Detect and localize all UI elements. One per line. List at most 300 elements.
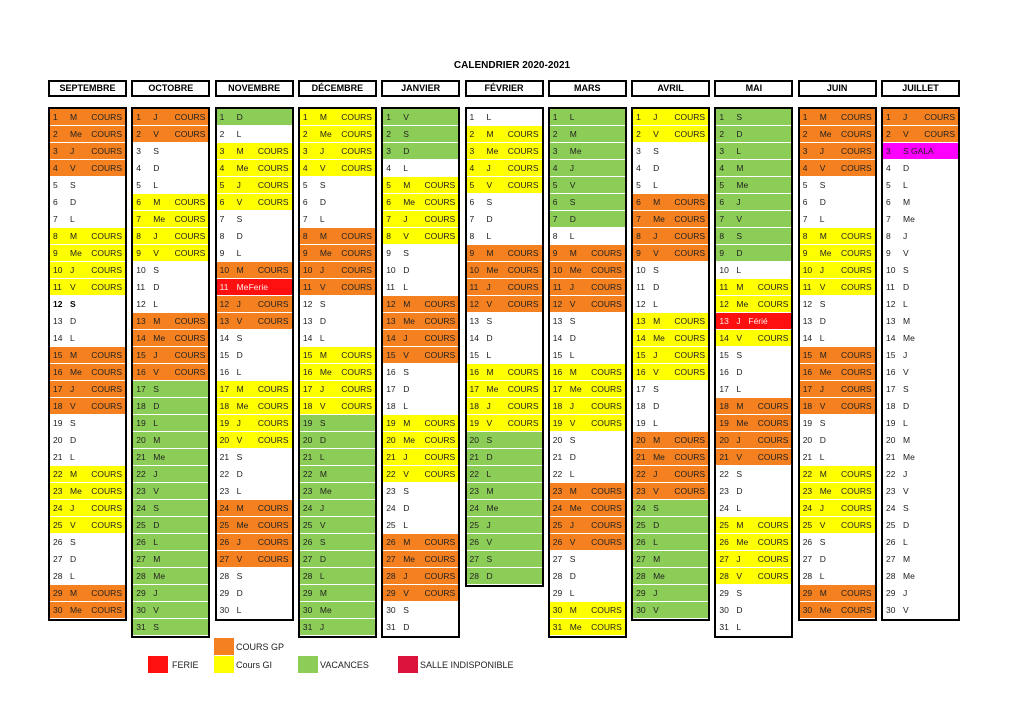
day-of-week: D [236,231,243,241]
day-cell [633,177,708,194]
day-of-week: Me [569,146,582,156]
day-number: 14 [386,333,396,343]
day-of-week: L [569,588,575,598]
day-number: 20 [552,435,563,445]
day-cell [383,313,458,330]
day-number: 7 [469,214,475,224]
day-of-week: V [819,520,826,530]
day-cell [550,211,625,228]
day-number: 12 [886,299,896,309]
day-of-week: Me [319,605,332,615]
day-number: 22 [719,469,729,479]
day-cell [633,211,708,228]
day-cell [467,296,542,313]
day-of-week: D [403,265,410,275]
day-cell [133,347,208,364]
day-number: 18 [136,401,146,411]
day-number: 20 [136,435,146,445]
day-number: 27 [636,554,646,564]
day-number: 23 [552,486,563,496]
day-cell [467,194,542,211]
month-header: FÉVRIER [465,80,544,97]
day-label: COURS [91,503,122,513]
day-of-week: J [486,401,491,411]
day-of-week: L [319,333,325,343]
day-number: 24 [636,503,646,513]
day-cell [467,109,542,126]
day-number: 3 [386,146,391,156]
day-of-week: D [319,554,327,564]
day-number: 4 [886,163,891,173]
day-cell [383,109,458,126]
day-of-week: L [819,333,825,343]
day-cell [300,313,375,330]
day-number: 26 [136,537,146,547]
day-number: 28 [636,571,646,581]
day-label: COURS [591,401,622,411]
day-cell [217,245,292,262]
day-number: 30 [552,605,563,615]
day-number: 3 [136,146,142,156]
day-cell [883,585,958,602]
day-of-week: D [653,520,660,530]
day-of-week: S [403,486,409,496]
day-cell [633,585,708,602]
day-label: COURS [257,180,289,190]
day-of-week: D [153,163,160,173]
day-of-week: J [153,112,158,122]
day-number: 25 [636,520,646,530]
day-of-week: V [653,367,659,377]
day-of-week: D [403,146,410,156]
day-label: COURS [91,248,122,258]
day-number: 15 [636,350,646,360]
day-label: COURS [840,401,872,411]
day-number: 11 [886,282,895,292]
day-number: 26 [719,537,729,547]
day-of-week: Me [736,299,749,309]
day-of-week: J [903,588,908,598]
day-cell [383,160,458,177]
day-of-week: Me [153,333,166,343]
day-of-week: S [153,503,159,513]
day-label: COURS [591,282,622,292]
day-cell [550,364,625,381]
day-of-week: L [486,350,492,360]
day-of-week: M [903,435,911,445]
day-number: 18 [219,401,230,411]
day-cell [633,466,708,483]
day-cell [883,228,958,245]
day-cell [550,534,625,551]
month-header: MAI [714,80,793,97]
day-label: COURS [424,316,456,326]
day-label: COURS [924,112,955,122]
day-number: 5 [302,180,308,190]
day-of-week: D [736,367,743,377]
day-cell [633,296,708,313]
day-cell [633,483,708,500]
day-label: COURS [840,605,872,615]
day-label: COURS [840,350,872,360]
day-cell [883,415,958,432]
day-of-week: M [70,588,78,598]
day-label: COURS [757,520,789,530]
day-label: COURS [840,520,872,530]
day-cell [883,279,958,296]
day-label: COURS [507,282,539,292]
day-label: COURS [674,129,706,139]
day-cell [467,347,542,364]
day-of-week: D [903,401,910,411]
day-label: COURS [507,384,539,394]
day-number: 14 [136,333,146,343]
day-number: 17 [636,384,646,394]
day-cell [800,517,875,534]
day-cell [133,262,208,279]
day-cell [716,381,791,398]
day-cell [50,347,125,364]
day-of-week: J [736,316,741,326]
day-cell [800,398,875,415]
day-cell [550,551,625,568]
day-label: COURS [840,248,872,258]
day-cell [467,534,542,551]
day-label: COURS [424,469,456,479]
day-label: COURS [424,435,456,445]
day-of-week: J [319,503,325,513]
day-number: 15 [219,350,230,360]
day-number: 20 [302,435,313,445]
day-number: 13 [886,316,896,326]
day-number: 29 [302,588,313,598]
legend-label-indisp: SALLE INDISPONIBLE [420,660,514,670]
day-of-week: D [153,282,160,292]
day-of-week: S [486,316,493,326]
day-number: 15 [302,350,313,360]
day-number: 23 [886,486,896,496]
day-number: 16 [302,367,313,377]
day-cell [383,330,458,347]
day-of-week: J [403,214,408,224]
day-number: 3 [302,146,308,156]
day-cell [716,398,791,415]
day-cell [467,449,542,466]
day-of-week: M [319,112,327,122]
day-cell [50,109,125,126]
day-of-week: M [403,180,411,190]
day-cell [300,415,375,432]
day-number: 26 [886,537,896,547]
day-cell [633,228,708,245]
month-days [298,107,377,638]
day-cell [467,228,542,245]
day-of-week: L [153,537,159,547]
day-of-week: D [236,469,243,479]
day-number: 5 [136,180,142,190]
day-label: COURS [507,418,539,428]
day-cell [300,194,375,211]
day-of-week: M [153,554,161,564]
day-cell [217,585,292,602]
day-cell [50,381,125,398]
day-label: COURS [840,384,872,394]
month-header: AVRIL [631,80,710,97]
day-number: 29 [219,588,230,598]
day-of-week: Me [569,503,582,513]
day-cell [716,126,791,143]
day-cell [133,245,208,262]
month-header: OCTOBRE [131,80,210,97]
day-cell [883,534,958,551]
day-number: 13 [719,316,729,326]
day-number: 16 [719,367,729,377]
day-number: 7 [719,214,725,224]
day-of-week: J [903,112,908,122]
day-cell [800,364,875,381]
day-label: COURS [591,384,622,394]
day-of-week: L [153,180,159,190]
day-number: 17 [219,384,230,394]
day-cell [800,296,875,313]
day-cell [550,143,625,160]
day-number: 24 [719,503,729,513]
day-label: Férié [748,316,768,326]
day-of-week: J [819,146,824,156]
day-cell [50,551,125,568]
day-label: COURS [257,401,289,411]
day-cell [550,160,625,177]
day-label: COURS [174,197,206,207]
day-of-week: M [569,367,577,377]
day-label: COURS [757,418,789,428]
month-header: JUILLET [881,80,960,97]
day-number: 6 [552,197,558,207]
day-of-week: M [486,248,494,258]
day-number: 15 [886,350,896,360]
day-label: COURS [91,163,122,173]
day-label: COURS [840,588,872,598]
day-of-week: D [819,197,826,207]
day-label: COURS [257,418,289,428]
day-cell [883,381,958,398]
day-number: 12 [219,299,230,309]
day-cell [550,313,625,330]
day-of-week: D [70,554,77,564]
day-cell [550,500,625,517]
day-number: 12 [53,299,63,309]
day-cell [383,619,458,636]
day-cell [633,364,708,381]
day-label: COURS [91,282,122,292]
day-number: 26 [469,537,479,547]
day-cell [633,143,708,160]
day-of-week: J [736,197,741,207]
day-of-week: V [153,248,159,258]
legend-swatch-gp [214,638,234,655]
day-of-week: D [153,520,160,530]
day-cell [800,194,875,211]
day-number: 15 [386,350,396,360]
day-number: 16 [552,367,563,377]
day-of-week: Me [819,486,832,496]
day-cell [633,415,708,432]
day-cell [716,619,791,636]
day-cell [133,126,208,143]
day-of-week: D [403,503,410,513]
day-cell [716,602,791,619]
day-number: 22 [302,469,313,479]
day-of-week: V [319,282,326,292]
day-number: 18 [802,401,813,411]
day-cell [50,177,125,194]
month-days [631,107,710,621]
day-cell [467,177,542,194]
day-of-week: Me [403,316,415,326]
month-days [714,107,793,638]
day-number: 4 [219,163,225,173]
day-of-week: D [70,316,77,326]
day-label: COURS [757,452,789,462]
day-of-week: L [236,248,242,258]
day-of-week: J [236,180,241,190]
day-label: COURS [341,146,372,156]
day-label: COURS [757,401,789,411]
month-column [381,80,460,632]
day-number: 9 [386,248,391,258]
day-of-week: D [486,214,493,224]
day-cell [633,313,708,330]
day-of-week: M [236,503,244,513]
day-of-week: M [569,248,577,258]
day-number: 30 [219,605,230,615]
day-of-week: S [653,503,659,513]
day-of-week: J [70,146,75,156]
day-number: 12 [386,299,396,309]
day-number: 16 [53,367,63,377]
day-cell [800,177,875,194]
day-cell [50,568,125,585]
day-number: 2 [802,129,808,139]
day-cell [217,177,292,194]
day-of-week: D [653,163,660,173]
day-cell [550,585,625,602]
day-cell [467,313,542,330]
day-label: COURS [257,520,289,530]
day-number: 28 [53,571,63,581]
day-cell [800,551,875,568]
day-cell [300,279,375,296]
day-of-week: D [236,112,243,122]
day-cell [133,483,208,500]
day-of-week: L [653,537,658,547]
day-number: 2 [719,129,725,139]
day-of-week: Me [903,333,915,343]
day-cell [883,126,958,143]
day-number: 18 [886,401,896,411]
day-number: 20 [386,435,396,445]
day-cell [883,449,958,466]
day-number: 21 [552,452,563,462]
day-label: COURS [341,367,372,377]
day-number: 23 [219,486,230,496]
day-number: 13 [302,316,313,326]
day-number: 10 [719,265,729,275]
day-label: COURS [507,129,539,139]
day-cell [800,602,875,619]
day-of-week: Me [236,520,249,530]
day-number: 21 [636,452,646,462]
day-of-week: Me [486,146,499,156]
day-cell [133,602,208,619]
day-number: 22 [136,469,146,479]
day-cell [800,228,875,245]
day-of-week: Me [736,180,749,190]
day-cell [133,211,208,228]
day-number: 23 [136,486,146,496]
day-label: COURS [341,282,372,292]
day-cell [550,279,625,296]
day-of-week: J [819,503,824,513]
day-cell [883,143,958,160]
day-number: 7 [552,214,558,224]
day-number: 24 [219,503,230,513]
day-number: 22 [552,469,563,479]
day-number: 8 [636,231,641,241]
day-number: 13 [552,316,563,326]
day-of-week: D [903,163,910,173]
day-number: 29 [552,588,563,598]
day-of-week: Me [70,486,82,496]
day-cell [300,109,375,126]
day-of-week: V [70,520,76,530]
month-column [465,80,544,581]
day-number: 20 [53,435,63,445]
day-cell [550,432,625,449]
day-label: COURS [757,435,789,445]
day-of-week: Me [70,367,82,377]
month-column [548,80,627,632]
day-of-week: D [486,333,493,343]
day-cell [383,466,458,483]
day-of-week: J [486,163,491,173]
day-cell [550,381,625,398]
day-cell [550,126,625,143]
day-of-week: S [153,146,159,156]
day-cell [50,262,125,279]
day-number: 19 [469,418,479,428]
day-of-week: S [70,299,76,309]
day-cell [133,296,208,313]
day-number: 14 [886,333,896,343]
day-cell [550,194,625,211]
day-cell [883,602,958,619]
day-cell [133,568,208,585]
day-number: 27 [719,554,729,564]
day-of-week: D [569,214,576,224]
day-of-week: J [736,554,741,564]
day-cell [467,245,542,262]
month-header: DÉCEMBRE [298,80,377,97]
day-of-week: L [903,418,908,428]
day-number: 9 [719,248,725,258]
day-of-week: D [319,316,327,326]
day-cell [383,296,458,313]
day-cell [716,517,791,534]
day-number: 2 [302,129,308,139]
day-cell [716,313,791,330]
day-of-week: S [903,503,909,513]
